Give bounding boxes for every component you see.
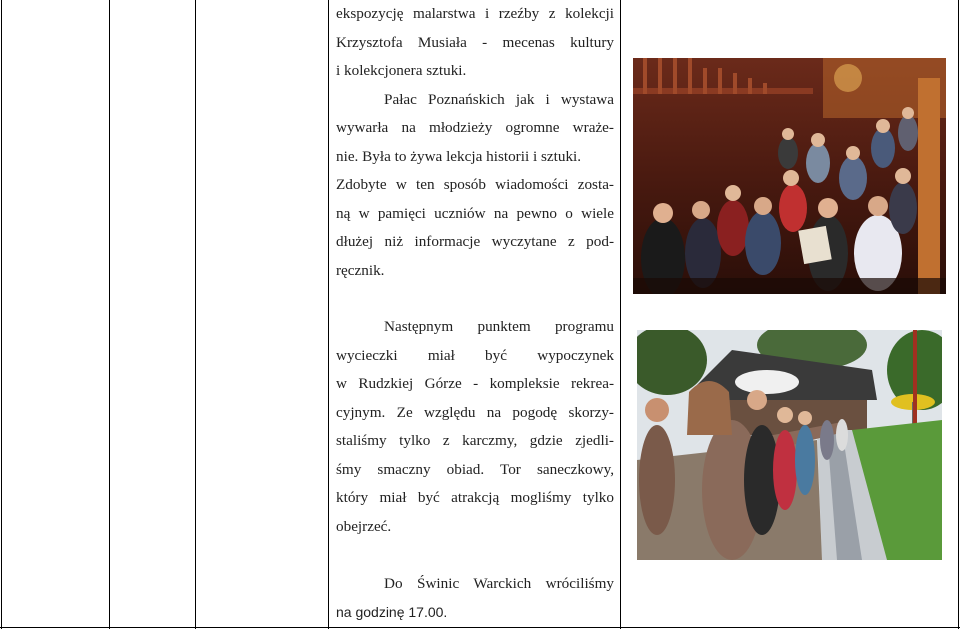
table-border-bottom [0,627,960,628]
table-border-col-3 [328,0,329,629]
paragraph-line: obejrzeć. [336,517,392,535]
paragraph-line: nie. Była to żywa lekcja historii i sztuki. [336,147,582,165]
paragraph-line: wycieczki miał być wypoczynek [336,346,614,364]
photo-students-palace [633,58,946,294]
paragraph-line: dłużej niż informacje wyczytane z pod- [336,233,614,250]
paragraph-line: który miał być atrakcją mogliśmy tylko [336,489,614,506]
table-border-left [1,0,2,629]
text-block-museum [336,0,614,285]
table-border-col-4 [620,0,621,629]
paragraph-line: Do Świnic Warckich wróciliśmy [384,575,614,592]
table-border-right [958,0,959,629]
paragraph-line: cyjnym. Ze względu na pogodę skorzy- [336,403,614,421]
table-border-col-2 [195,0,196,629]
paragraph-line: Następnym punktem programu [384,318,614,335]
text-block-return [336,570,614,625]
paragraph-line: staliśmy tylko z karczmy, gdzie zjedli- [336,432,614,449]
paragraph-line: Pałac Poznańskich jak i wystawa [384,90,614,108]
paragraph-line: Krzysztofa Musiała - mecenas kultury [336,33,614,51]
paragraph-line-sans: na godzinę 17.00. [336,603,448,620]
table-border-col-1 [109,0,110,629]
paragraph-line: ekspozycję malarstwa i rzeźby z kolekcji [336,5,614,22]
paragraph-line: wywarła na młodzieży ogromne wraże- [336,119,614,136]
paragraph-line: ną w pamięci uczniów na pewno o wiele [336,204,614,222]
photo-rudzka-gora-outdoors [637,330,942,560]
paragraph-line: i kolekcjonera sztuki. [336,62,467,79]
paragraph-line: śmy smaczny obiad. Tor saneczkowy, [336,460,614,478]
text-block-rudzka-gora [336,313,614,541]
paragraph-line: Zdobyte w ten sposób wiadomości zosta- [336,176,614,193]
paragraph-line: w Rudzkiej Górze - kompleksie rekrea- [336,375,614,392]
paragraph-line: ręcznik. [336,261,385,279]
